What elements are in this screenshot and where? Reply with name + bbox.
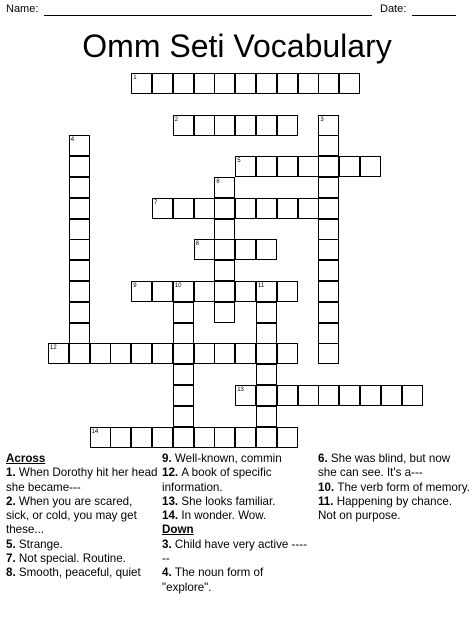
clues-column-1 [6,452,158,581]
clue-number: 11 [258,283,265,289]
grid-cell[interactable] [69,156,90,177]
grid-cell[interactable] [173,198,194,219]
grid-cell[interactable] [277,156,298,177]
clue-number: 6 [216,179,220,185]
grid-cell[interactable] [318,115,339,136]
clue-number: 10 [174,283,182,289]
clue-across-13: 13. She looks familiar. [162,494,276,508]
clue-across-9: 9. Well-known, commin [162,452,282,465]
clue-number: 9 [133,283,137,289]
grid-cell[interactable] [256,115,277,136]
clue-down-3: 3. Child have very active ------ [162,537,307,566]
down-heading: Down [162,523,194,537]
clue-across-5: 5. Strange. [6,537,63,551]
grid-cell[interactable] [131,281,152,302]
grid-cell[interactable] [402,385,423,406]
clue-number: 14 [91,428,99,435]
date-field[interactable] [412,15,456,16]
grid-cell[interactable] [277,281,298,302]
grid-cell[interactable] [173,281,194,302]
clue-across-8: 8. Smooth, peaceful, quiet [6,566,141,580]
grid-cell[interactable] [69,323,90,344]
grid-cell[interactable] [69,219,90,240]
grid-cell[interactable] [152,343,173,364]
grid-cell[interactable] [256,302,277,323]
grid-cell[interactable] [235,281,256,302]
grid-cell[interactable] [277,427,298,448]
clue-number: 1 [133,75,137,81]
grid-cell[interactable] [48,343,69,364]
grid-cell[interactable] [173,364,194,385]
grid-cell[interactable] [318,302,339,323]
grid-cell[interactable] [194,239,215,260]
clue-down-6: 6. She was blind, but now she can see. It's a--- [318,452,451,480]
grid-cell[interactable] [152,281,173,302]
grid-cell[interactable] [194,343,215,364]
grid-cell[interactable] [214,219,235,240]
clue-number: 4 [70,137,75,144]
grid-cell[interactable] [214,427,235,448]
grid-cell[interactable] [194,115,215,136]
grid-cell[interactable] [152,427,173,448]
grid-cell[interactable] [235,198,256,219]
grid-cell[interactable] [318,260,339,281]
clues-column-2 [162,452,310,595]
grid-cell[interactable] [235,73,256,94]
grid-cell[interactable] [360,156,381,177]
grid-cell[interactable] [173,323,194,344]
grid-cell[interactable] [318,198,339,219]
clue-number: 2 [174,116,179,123]
grid-cell[interactable] [69,260,90,281]
grid-cell[interactable] [194,281,215,302]
grid-cell[interactable] [298,198,319,219]
grid-cell[interactable] [277,115,298,136]
grid-cell[interactable] [214,281,235,302]
grid-cell[interactable] [298,156,319,177]
grid-cell[interactable] [214,198,235,219]
grid-cell[interactable] [173,385,194,406]
grid-cell[interactable] [318,219,339,240]
grid-cell[interactable] [318,323,339,344]
grid-cell[interactable] [69,198,90,219]
grid-cell[interactable] [131,427,152,448]
grid-cell[interactable] [318,156,339,177]
grid-cell[interactable] [339,385,360,406]
grid-cell[interactable] [110,427,131,448]
grid-cell[interactable] [318,343,339,364]
grid-cell[interactable] [173,73,194,94]
grid-cell[interactable] [131,73,152,94]
grid-cell[interactable] [318,73,339,94]
grid-cell[interactable] [318,135,339,156]
grid-cell[interactable] [256,343,277,364]
grid-cell[interactable] [69,343,90,364]
grid-cell[interactable] [194,73,215,94]
grid-cell[interactable] [318,385,339,406]
grid-cell[interactable] [298,385,319,406]
grid-cell[interactable] [256,73,277,94]
grid-cell[interactable] [69,239,90,260]
grid-cell[interactable] [110,343,131,364]
grid-cell[interactable] [235,385,256,406]
grid-cell[interactable] [235,427,256,448]
clue-number: 3 [320,116,324,123]
grid-cell[interactable] [214,177,235,198]
grid-cell[interactable] [277,198,298,219]
grid-cell[interactable] [256,364,277,385]
grid-cell[interactable] [214,239,235,260]
clue-across-1: 1. When Dorothy hit her head she became--- [6,466,158,494]
clue-number: 8 [195,241,199,248]
across-heading: Across [6,452,46,465]
grid-cell[interactable] [256,198,277,219]
clue-across-7: 7. Not special. Routine. [6,552,126,566]
grid-cell[interactable] [235,343,256,364]
grid-cell[interactable] [69,281,90,302]
grid-cell[interactable] [339,156,360,177]
grid-cell[interactable] [173,343,194,364]
grid-cell[interactable] [152,198,173,219]
grid-cell[interactable] [256,406,277,427]
grid-cell[interactable] [318,177,339,198]
grid-cell[interactable] [173,115,194,136]
grid-cell[interactable] [256,385,277,406]
grid-cell[interactable] [152,73,173,94]
grid-cell[interactable] [69,135,90,156]
clue-across-2: 2. When you are scared, sick, or cold, you may get these... [6,494,137,537]
grid-cell[interactable] [173,427,194,448]
grid-cell[interactable] [173,302,194,323]
grid-cell[interactable] [277,73,298,94]
grid-cell[interactable] [131,343,152,364]
grid-cell[interactable] [90,343,111,364]
clue-number: 5 [237,158,241,165]
grid-cell[interactable] [235,239,256,260]
clue-across-12: 12. A book of specific information. [162,466,272,494]
grid-cell[interactable] [318,239,339,260]
grid-cell[interactable] [256,156,277,177]
grid-cell[interactable] [214,73,235,94]
grid-cell[interactable] [69,177,90,198]
grid-cell[interactable] [194,198,215,219]
grid-cell[interactable] [256,281,277,302]
grid-cell[interactable] [90,427,111,448]
grid-cell[interactable] [235,115,256,136]
clue-down-4: 4. The noun form of "explore". [162,566,264,594]
clue-down-10: 10. The verb form of memory. [318,480,470,494]
grid-cell[interactable] [256,239,277,260]
grid-cell[interactable] [194,427,215,448]
name-label: Name: [6,3,39,15]
date-label: Date: [380,3,407,15]
grid-cell[interactable] [277,343,298,364]
grid-cell[interactable] [381,385,402,406]
grid-cell[interactable] [173,406,194,427]
grid-cell[interactable] [214,302,235,323]
clue-number: 13 [237,387,244,393]
grid-cell[interactable] [339,73,360,94]
name-field[interactable] [44,15,372,16]
worksheet-header [6,3,468,19]
clues-column-3 [318,452,470,523]
grid-cell[interactable] [298,73,319,94]
grid-cell[interactable] [214,343,235,364]
grid-cell[interactable] [214,115,235,136]
clue-down-11: 11. Happening by chance. Not on purpose. [318,494,453,523]
grid-cell[interactable] [256,323,277,344]
grid-cell[interactable] [235,156,256,177]
grid-cell[interactable] [277,385,298,406]
clue-number: 7 [154,199,158,206]
grid-cell[interactable] [69,302,90,323]
grid-cell[interactable] [318,281,339,302]
clue-across-14: 14. In wonder. Wow. [162,509,267,523]
grid-cell[interactable] [214,260,235,281]
grid-cell[interactable] [256,427,277,448]
page-title: Omm Seti Vocabulary [82,28,392,64]
grid-cell[interactable] [360,385,381,406]
clue-number: 12 [50,345,57,352]
